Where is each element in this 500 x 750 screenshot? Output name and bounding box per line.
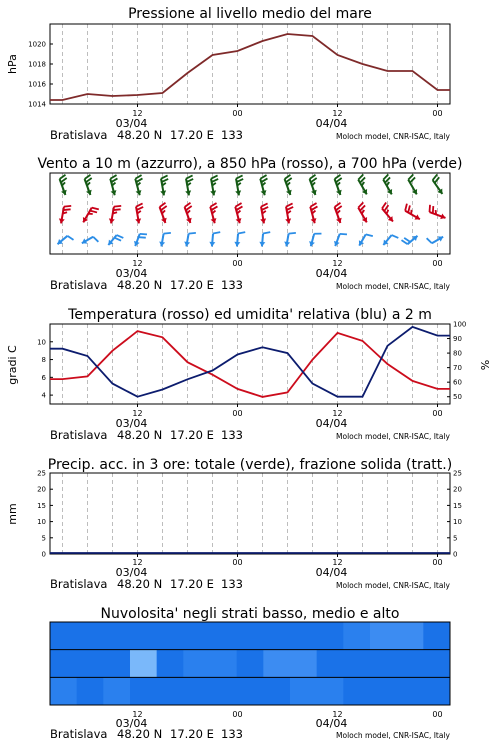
cloud-cell (183, 622, 210, 650)
pressure-ylabel: hPa (6, 54, 19, 74)
date-label: 03/04 (115, 717, 148, 730)
y-tick-label: 10 (453, 518, 462, 527)
wind-barb (210, 175, 218, 195)
y-tick-label: 90 (453, 335, 462, 344)
cloud-cell (50, 677, 77, 705)
wind-barb-feather (408, 205, 410, 212)
cloud-cell (130, 650, 157, 678)
cloud-cell (103, 622, 130, 650)
y-tick-label: 20 (37, 485, 46, 494)
y-tick-label: 60 (453, 378, 462, 387)
wind-barb-feather (113, 209, 120, 210)
wind-barb-head (259, 242, 265, 247)
temperature-line (50, 331, 450, 397)
wind-barb-feather (114, 238, 121, 241)
wind-barb-feather (260, 175, 266, 179)
footer-lon: 17.20 E (170, 128, 214, 142)
precip-title: Precip. acc. in 3 ore: totale (verde), frazione solida (tratt.) (47, 457, 453, 473)
cloud-cell (183, 650, 210, 678)
x-tick-label: 00 (232, 109, 243, 118)
wind-barb-feather (430, 205, 431, 212)
x-tick-label: 00 (432, 710, 443, 719)
wind-barb-feather (404, 238, 410, 242)
wind-x-ticks (132, 254, 442, 268)
date-label: 03/04 (115, 117, 148, 130)
cloud-cell (290, 677, 317, 705)
cloud-x-ticks (132, 710, 442, 719)
x-tick-label: 12 (332, 558, 343, 567)
humidity-line (50, 327, 450, 397)
cloud-heatmap (50, 622, 451, 706)
footer-source: Moloch model, CNR-ISAC, Italy (336, 432, 450, 441)
cloud-cell (423, 650, 450, 678)
footer-lon: 17.20 E (170, 577, 214, 591)
x-tick-label: 00 (432, 558, 443, 567)
footer-elevation: 133 (221, 128, 243, 142)
cloud-cell (103, 677, 130, 705)
wind-barb (160, 203, 167, 223)
wind-barb-feather (64, 206, 71, 207)
precip-ylabel: mm (6, 503, 19, 525)
cloud-cell (210, 677, 237, 705)
date-label: 04/04 (315, 267, 348, 280)
temperature-x-ticks (132, 404, 442, 418)
x-tick-label: 00 (232, 558, 243, 567)
wind-barb (135, 175, 142, 195)
date-label: 04/04 (315, 417, 348, 430)
footer-lat: 48.20 N (117, 128, 163, 142)
cloud-cell (423, 677, 450, 705)
cloud-title: Nuvolosita' negli strati basso, medio e alto (100, 606, 400, 622)
wind-barb-feather (336, 178, 342, 182)
temperature-y-ticks (37, 338, 53, 399)
wind-barb (58, 236, 74, 244)
cloud-cell (237, 622, 264, 650)
wind-footer (50, 278, 451, 292)
cloud-cell (370, 622, 397, 650)
wind-barb (260, 203, 268, 223)
cloud-cell (370, 677, 397, 705)
pressure-y-ticks (28, 41, 53, 109)
wind-barb-feather (238, 232, 245, 233)
cloud-cell (157, 650, 184, 678)
wind-barb (83, 208, 99, 223)
x-tick-label: 00 (232, 259, 243, 268)
footer-location: Bratislava (50, 428, 108, 442)
pressure-grid (63, 24, 438, 104)
date-label: 04/04 (315, 566, 348, 579)
x-tick-label: 00 (232, 409, 243, 418)
wind-barb-feather (340, 234, 347, 235)
wind-barb-feather (186, 206, 192, 210)
pressure-frame (50, 24, 450, 104)
footer-lat: 48.20 N (117, 278, 163, 292)
cloud-cell (317, 650, 344, 678)
wind-barb-feather (387, 210, 389, 214)
cloud-cell (423, 622, 450, 650)
wind-barb-feather (113, 212, 117, 213)
precip-panel (6, 457, 462, 591)
y-tick-label: 25 (37, 469, 46, 478)
precip-footer (50, 577, 451, 591)
y-tick-label: 0 (453, 550, 458, 559)
cloud-cell (210, 650, 237, 678)
wind-barb-feather (433, 206, 434, 213)
footer-source: Moloch model, CNR-ISAC, Italy (336, 731, 450, 740)
cloud-cell (50, 622, 77, 650)
footer-lon: 17.20 E (170, 727, 214, 741)
x-tick-label: 12 (332, 109, 343, 118)
wind-barb-feather (235, 203, 241, 207)
x-tick-label: 12 (132, 109, 143, 118)
x-tick-label: 12 (132, 259, 143, 268)
date-label: 03/04 (115, 267, 148, 280)
x-tick-label: 00 (432, 109, 443, 118)
cloud-cell (183, 677, 210, 705)
wind-barb-feather (61, 178, 67, 182)
wind-barb-feather (263, 232, 270, 233)
y-tick-label: 15 (453, 501, 462, 510)
wind-barb-feather (189, 233, 196, 234)
wind-barb (427, 236, 443, 243)
wind-barb (135, 203, 143, 223)
footer-location: Bratislava (50, 128, 108, 142)
pressure-panel (6, 6, 451, 142)
cloud-cell (237, 650, 264, 678)
y-tick-label: 8 (41, 356, 46, 365)
wind-barb (185, 203, 192, 223)
cloud-footer (50, 727, 451, 741)
wind-barb-feather (114, 206, 121, 207)
wind-barb (260, 175, 267, 195)
cloud-cell (290, 650, 317, 678)
temperature-ylabel: gradi C (6, 345, 19, 385)
footer-source: Moloch model, CNR-ISAC, Italy (336, 132, 450, 141)
wind-barb (109, 206, 121, 223)
wind-barb (134, 234, 147, 246)
cloud-cell (317, 677, 344, 705)
wind-barb (401, 236, 417, 244)
cloud-cell (157, 677, 184, 705)
wind-barb (159, 233, 171, 247)
footer-lat: 48.20 N (117, 727, 163, 741)
y-tick-label: 15 (37, 501, 46, 510)
precip-y-ticks-right (447, 470, 462, 559)
wind-barb-feather (213, 232, 220, 233)
wind-barb-feather (405, 204, 407, 211)
precip-y-ticks (37, 470, 53, 559)
cloud-cell (103, 650, 130, 678)
date-label: 03/04 (115, 417, 148, 430)
x-tick-label: 12 (332, 259, 343, 268)
cloud-cell (130, 622, 157, 650)
wind-barb (285, 203, 293, 223)
wind-barb (334, 234, 347, 246)
footer-location: Bratislava (50, 278, 108, 292)
wind-barb-feather (392, 235, 399, 238)
wind-barb (285, 175, 292, 195)
wind-barb (335, 203, 342, 223)
cloud-cell (263, 650, 290, 678)
cloud-cell (343, 622, 370, 650)
cloud-cell (397, 650, 424, 678)
precip-frame (50, 473, 450, 554)
precip-grid (63, 473, 438, 554)
wind-barb-feather (63, 212, 67, 213)
wind-barb (359, 234, 373, 245)
wind-barb-head (209, 242, 215, 247)
footer-lon: 17.20 E (170, 428, 214, 442)
wind-barb (110, 175, 117, 195)
wind-barb (60, 175, 67, 195)
wind-barb (234, 232, 245, 246)
x-tick-label: 12 (132, 558, 143, 567)
wind-barb-feather (161, 206, 167, 210)
cloud-cell (210, 622, 237, 650)
humidity-ylabel: % (479, 359, 492, 371)
wind-barb-feather (286, 178, 292, 182)
footer-location: Bratislava (50, 577, 108, 591)
wind-barb (85, 175, 92, 195)
date-label: 04/04 (315, 117, 348, 130)
wind-barb-feather (135, 175, 141, 179)
wind-barb-feather (401, 240, 407, 244)
wind-barb (310, 203, 317, 223)
wind-barb (383, 174, 392, 194)
cloud-cell (50, 650, 77, 678)
x-tick-label: 00 (432, 259, 443, 268)
y-tick-label: 10 (37, 518, 46, 527)
wind-barb (108, 235, 123, 245)
x-tick-label: 12 (332, 710, 343, 719)
cloud-cell (370, 650, 397, 678)
wind-barb (358, 174, 367, 194)
wind-barb-feather (110, 175, 116, 179)
y-tick-label: 50 (453, 393, 462, 402)
wind-barb (433, 174, 443, 194)
y-tick-label: 10 (37, 338, 46, 347)
wind-barb-feather (92, 208, 99, 210)
wind-barb (185, 175, 193, 195)
temperature-panel (6, 307, 492, 442)
wind-barb-feather (164, 233, 171, 234)
y-tick-label: 5 (453, 534, 458, 543)
cloud-panel (50, 606, 451, 741)
footer-elevation: 133 (221, 727, 243, 741)
wind-barb (235, 175, 243, 195)
wind-barb (310, 175, 317, 195)
wind-barb (210, 203, 217, 223)
footer-lat: 48.20 N (117, 577, 163, 591)
footer-elevation: 133 (221, 577, 243, 591)
y-tick-label: 6 (41, 373, 46, 382)
wind-barb (284, 233, 296, 247)
wind-barb-feather (382, 202, 386, 208)
wind-barb (209, 232, 220, 246)
cloud-cell (77, 622, 104, 650)
footer-source: Moloch model, CNR-ISAC, Italy (336, 282, 450, 291)
y-tick-label: 4 (41, 391, 46, 400)
wind-barb-feather (86, 178, 92, 182)
footer-lon: 17.20 E (170, 278, 214, 292)
wind-barb-feather (310, 203, 316, 207)
x-tick-label: 12 (132, 710, 143, 719)
cloud-cell (157, 622, 184, 650)
wind-barb (235, 203, 242, 223)
footer-elevation: 133 (221, 278, 243, 292)
wind-barb-feather (436, 210, 437, 214)
cloud-cell (397, 677, 424, 705)
date-label: 03/04 (115, 566, 148, 579)
y-tick-label: 1020 (28, 40, 46, 49)
y-tick-label: 25 (453, 469, 462, 478)
wind-barb-head (234, 242, 240, 247)
wind-barb-feather (427, 238, 432, 243)
wind-barb-feather (336, 206, 342, 210)
wind-barb-feather (210, 203, 216, 207)
cloud-cell (343, 650, 370, 678)
wind-grid (63, 173, 438, 254)
y-tick-label: 80 (453, 349, 462, 358)
cloud-cell (317, 622, 344, 650)
wind-panel (37, 156, 462, 292)
cloud-cell (263, 677, 290, 705)
y-tick-label: 5 (41, 534, 46, 543)
y-tick-label: 1014 (28, 100, 46, 109)
pressure-line (50, 34, 450, 100)
pressure-title: Pressione al livello medio del mare (128, 6, 372, 22)
wind-barb-feather (63, 209, 70, 210)
cloud-cell (343, 677, 370, 705)
x-tick-label: 12 (132, 409, 143, 418)
wind-barb-feather (311, 178, 317, 182)
y-tick-label: 70 (453, 364, 462, 373)
x-tick-label: 00 (232, 710, 243, 719)
footer-elevation: 133 (221, 428, 243, 442)
cloud-cell (77, 650, 104, 678)
y-tick-label: 100 (453, 320, 467, 329)
y-tick-label: 1016 (28, 80, 46, 89)
pressure-footer (50, 128, 451, 142)
footer-source: Moloch model, CNR-ISAC, Italy (336, 581, 450, 590)
date-label: 04/04 (315, 717, 348, 730)
cloud-cell (130, 677, 157, 705)
pressure-x-ticks (132, 104, 442, 118)
y-tick-label: 20 (453, 485, 462, 494)
x-tick-label: 00 (432, 409, 443, 418)
precip-x-ticks (132, 554, 442, 567)
wind-barbs (58, 174, 446, 246)
wind-barb-feather (366, 234, 373, 236)
wind-barb (358, 202, 367, 222)
footer-location: Bratislava (50, 727, 108, 741)
wind-barb (383, 235, 398, 245)
y-tick-label: 0 (41, 550, 46, 559)
cloud-cell (290, 622, 317, 650)
wind-barb (82, 237, 98, 244)
cloud-cell (77, 677, 104, 705)
temperature-footer (50, 428, 451, 442)
wind-barb (408, 174, 417, 194)
wind-barb-feather (139, 237, 146, 238)
wind-barb (335, 175, 342, 195)
footer-lat: 48.20 N (117, 428, 163, 442)
wind-barb-feather (90, 211, 97, 213)
x-tick-label: 12 (332, 409, 343, 418)
cloud-cell (237, 677, 264, 705)
wind-barb-feather (93, 237, 98, 242)
temperature-title: Temperatura (rosso) ed umidita' relativa (blu) a 2 m (68, 307, 432, 323)
wind-barb (309, 234, 321, 247)
wind-barb (160, 175, 168, 195)
wind-barb (259, 232, 270, 246)
wind-barb-feather (117, 235, 124, 238)
wind-barb-feather (67, 236, 73, 240)
wind-barb (59, 206, 71, 223)
cloud-cell (263, 622, 290, 650)
wind-barb (184, 233, 196, 247)
wind-barb-feather (140, 234, 147, 235)
y-tick-label: 1018 (28, 60, 46, 69)
cloud-cell (397, 622, 424, 650)
wind-title: Vento a 10 m (azzurro), a 850 hPa (rosso), a 700 hPa (verde) (37, 156, 463, 172)
wind-barb-feather (289, 233, 296, 234)
